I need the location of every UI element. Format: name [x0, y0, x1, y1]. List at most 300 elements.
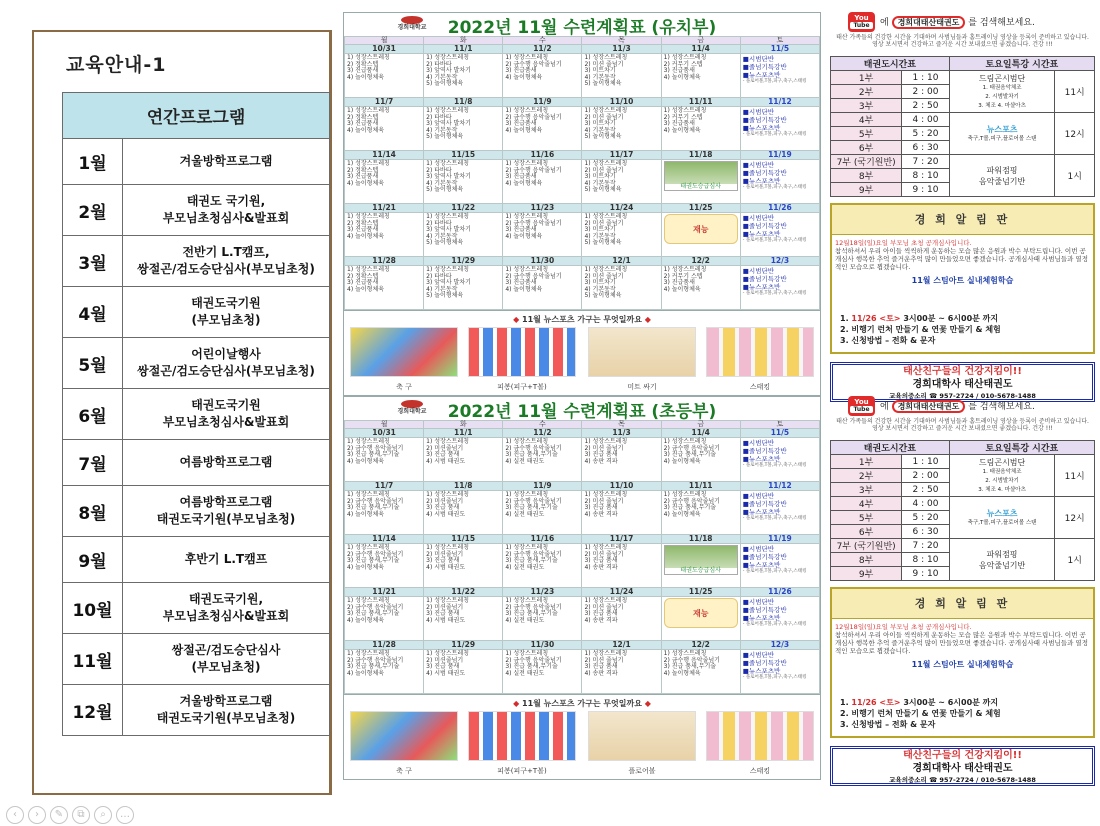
date-cell: 11/17 [582, 535, 661, 544]
period-row [831, 497, 1095, 511]
event-item: 1. 11/26 <토> 3시00분 ~ 6시00분 까지 [840, 698, 999, 707]
youtube-text: 에 경희대태산태권도 를 검색해보세요. [880, 18, 1035, 28]
schedule-table [830, 56, 1095, 197]
date-cell: 11/12 [740, 98, 819, 107]
intro-text: 태산 가족들의 건강한 시간을 기대하며 사범님들과 홈트레이닝 영상을 등록이 준비하고 있습니다. 영상 보시면서 건강하고 즐거운 시간 보내셨으면 좋겠습니다. 건강 !!! [836, 34, 1089, 48]
date-cell: 11/3 [582, 429, 661, 438]
period-cell: 6부 [831, 141, 902, 155]
saturday-cell: ■시범단반 ■줄넘기특강반 ■뉴스포츠반 - 플로어볼,T볼,피구,축구,스태킹 [740, 107, 819, 151]
schedule-cell: 1) 성장스트레칭 2) 금수행 음악줄넘기 3) 진급 품새,무기술 4) 놀이형체육 [661, 491, 740, 535]
sports-image-1 [350, 327, 458, 377]
date-cell: 11/4 [661, 429, 740, 438]
time-cell: 8 : 10 [902, 553, 950, 567]
period-cell: 3부 [831, 99, 902, 113]
program-row [63, 685, 330, 736]
date-cell: 11/24 [582, 204, 661, 213]
event-cell: 태권도국기원 부모님초청심사&발표회 [123, 389, 330, 440]
notice-title: 경 희 알 림 판 [832, 589, 1093, 619]
date-cell: 11/11 [661, 98, 740, 107]
date-cell: 11/24 [582, 588, 661, 597]
event-title: 11월 스팀아트 실내체험학습 [911, 660, 1014, 669]
period-cell: 4부 [831, 113, 902, 127]
panel-title: 교육안내-1 [66, 54, 167, 76]
schedule-cell: 1) 성장스트레칭 2) 미션줄넘기 3) 진급 품새 4) 시범 태권도 [424, 544, 503, 588]
event-list [832, 309, 1093, 352]
period-cell: 2부 [831, 85, 902, 99]
date-cell: 10/31 [345, 45, 424, 54]
period-cell: 4부 [831, 497, 902, 511]
program-row [63, 583, 330, 634]
sports-label-4: 스태킹 [749, 383, 771, 391]
kindergarten-plan-sheet [343, 12, 821, 396]
event-cell: 쌍절곤/검도승단심사 (부모님초청) [123, 634, 330, 685]
event-cell: 겨울방학프로그램 태권도국기원(부모님초청) [123, 685, 330, 736]
sports-label-1: 축 구 [396, 383, 412, 391]
schedule-cell: 1) 성장스트레칭 2) 미션 줄넘기 3) 진급 품새 4) 송판 격파 [582, 438, 661, 482]
mascot-cell [661, 213, 740, 257]
month-cell: 11월 [63, 634, 123, 685]
weekday-cell: 월 [345, 421, 424, 429]
calendar-table [344, 420, 820, 694]
contact-box: 태산친구들의 건강지킴이!! 경희대학사 태산태권도 교육의중소리 ☎ 957-2724 / 010-5678-1488 [830, 362, 1095, 402]
month-cell: 12월 [63, 685, 123, 736]
schedule-cell: 1) 성장스트레칭 2) 미션 줄넘기 3) 진급 품새 4) 송판 격파 [582, 544, 661, 588]
youtube-text: 에 경희대태산태권도 를 검색해보세요. [880, 402, 1035, 412]
date-cell: 11/14 [345, 535, 424, 544]
time-cell: 1 : 10 [902, 455, 950, 469]
time-cell: 9 : 10 [902, 183, 950, 197]
saturday-cell: ■시범단반 ■줄넘기특강반 ■뉴스포츠반 - 플로어볼,T볼,피구,축구,스태킹 [740, 213, 819, 257]
time-cell: 5 : 20 [902, 127, 950, 141]
time-cell: 2 : 50 [902, 483, 950, 497]
time-cell: 2 : 00 [902, 469, 950, 483]
schedule-cell: 1) 성장스트레칭 2) 정확스텝 3) 진급품새 4) 놀이형체육 [345, 54, 424, 98]
notice-body: 12월18일(일)요일 부모님 초청 공개심사입니다. 참석하셔서 우리 아이들 씩씩하게 운동하는 모습 많은 응원과 박수 부탁드립니다. 이번 공개심사 행복한 추억 즐거운추억 많이 만들었으면 좋겠습니다. 공개심사때 사범님들과 열정적인 모습으로 뵙겠습니다. 11월 스팀아트 실내체험학습 [835, 623, 1088, 669]
event-cell: 여름방학프로그램 [123, 440, 330, 486]
schedule-cell: 1) 성장스트레칭 2) 타바타 3) 앞역사 발차기 4) 기본동작 5) 놀이형체육 [424, 160, 503, 204]
schedule-cell: 1) 성장스트레칭 2) 금수행 음악줄넘기 3) 진급품새 4) 놀이형체육 [503, 107, 582, 151]
program-row [63, 236, 330, 287]
period-cell: 7부 (국기원반) [831, 155, 902, 169]
sports-section [344, 310, 820, 395]
sat-class-3: 파워점핑 음악줄넘기반 [949, 539, 1055, 581]
date-cell: 11/29 [424, 257, 503, 266]
date-cell: 11/2 [503, 45, 582, 54]
period-cell: 5부 [831, 127, 902, 141]
event-cell: 태권도국기원, 부모님초청심사&발표회 [123, 583, 330, 634]
sat-time-1: 11시 [1055, 455, 1095, 497]
sports-image-3 [588, 711, 696, 761]
date-cell: 11/5 [740, 429, 819, 438]
date-cell: 12/3 [740, 257, 819, 266]
notice-body: 12월18일(일)요일 부모님 초청 공개심사입니다. 참석하셔서 우리 아이들 씩씩하게 운동하는 모습 많은 응원과 박수 부탁드립니다. 이번 공개심사 행복한 추억 즐거운추억 많이 만들었으면 좋겠습니다. 공개심사때 사범님들과 열정적인 모습으로 뵙겠습니다. 11월 스팀아트 실내체험학습 [835, 239, 1088, 285]
schedule-cell: 1) 성장스트레칭 2) 미션 줄넘기 3) 진급 품새 4) 송판 격파 [582, 491, 661, 535]
sports-label-3: 플로어볼 [628, 767, 656, 775]
schedule-cell: 1) 성장스트레칭 2) 금수행 음악줄넘기 3) 진급 품새,무기술 4) 놀이형체육 [345, 650, 424, 694]
event-cell: 태권도 국기원, 부모님초청심사&발표회 [123, 185, 330, 236]
schedule-cell: 1) 성장스트레칭 2) 정확스텝 3) 진급품새 4) 놀이형체육 [345, 213, 424, 257]
time-header: 태권도시간표 [831, 57, 950, 71]
schedule-cell: 1) 성장스트레칭 2) 금수행 음악줄넘기 3) 진급 품새,무기술 4) 실전 태권도 [503, 650, 582, 694]
sports-image-3 [588, 327, 696, 377]
date-cell: 11/23 [503, 588, 582, 597]
info-column-bottom [830, 394, 1095, 786]
more-icon[interactable]: … [116, 806, 134, 824]
schedule-cell: 1) 성장스트레칭 2) 미션 줄넘기 3) 진급 품새 4) 송판 격파 [582, 597, 661, 641]
saturday-cell: ■시범단반 ■줄넘기특강반 ■뉴스포츠반 - 플로어볼,T볼,피구,축구,스태킹 [740, 266, 819, 310]
program-row [63, 338, 330, 389]
date-cell: 11/26 [740, 204, 819, 213]
schedule-cell: 1) 성장스트레칭 2) 커무기 스텝 3) 진급품새 4) 놀이형체육 [661, 266, 740, 310]
date-cell: 11/14 [345, 151, 424, 160]
date-cell: 11/4 [661, 45, 740, 54]
event-cell: 여름방학프로그램 태권도국기원(부모님초청) [123, 486, 330, 537]
notice-board [830, 587, 1095, 738]
date-row [345, 588, 820, 597]
month-cell: 1월 [63, 139, 123, 185]
period-cell: 5부 [831, 511, 902, 525]
schedule-cell: 1) 성장스트레칭 2) 정확스텝 3) 진급품새 4) 놀이형체육 [345, 266, 424, 310]
schedule-cell: 1) 성장스트레칭 2) 미션줄넘기 3) 진급 품새 4) 시범 태권도 [424, 650, 503, 694]
date-cell: 11/26 [740, 588, 819, 597]
sheet-header [344, 13, 820, 36]
promotion-photo: 태권도승급심사 [664, 545, 738, 575]
weekday-cell: 화 [424, 421, 503, 429]
mascot-cell [661, 597, 740, 641]
copy-icon[interactable]: ⧉ [72, 806, 90, 824]
program-row [63, 537, 330, 583]
saturday-cell: ■시범단반 ■줄넘기특강반 ■뉴스포츠반 - 플로어볼,T볼,피구,축구,스태킹 [740, 438, 819, 482]
time-cell: 1 : 10 [902, 71, 950, 85]
month-cell: 6월 [63, 389, 123, 440]
saturday-cell: ■시범단반 ■줄넘기특강반 ■뉴스포츠반 - 플로어볼,T볼,피구,축구,스태킹 [740, 160, 819, 204]
event-item: 2. 비행기 런처 만들기 & 연꽃 만들기 & 체험 [840, 709, 1001, 718]
date-cell: 11/17 [582, 151, 661, 160]
schedule-cell: 1) 성장스트레칭 2) 미션줄넘기 3) 진급 품새 4) 시범 태권도 [424, 597, 503, 641]
sports-section [344, 694, 820, 779]
month-cell: 9월 [63, 537, 123, 583]
schedule-cell: 1) 성장스트레칭 2) 커무기 스텝 3) 진급품새 4) 놀이형체육 [661, 107, 740, 151]
sat-class-1: 드림곤시범단 1. 태권음악체조 2. 시범발차기 3. 체조 4. 마샬아츠 [949, 455, 1055, 497]
schedule-cell: 1) 성장스트레칭 2) 타바타 3) 앞역사 발차기 4) 기본동작 5) 놀이형체육 [424, 107, 503, 151]
month-cell: 8월 [63, 486, 123, 537]
period-row [831, 539, 1095, 553]
table-header: 연간프로그램 [63, 93, 330, 139]
program-row [63, 185, 330, 236]
schedule-cell: 1) 성장스트레칭 2) 정확스텝 3) 진급품새 4) 놀이형체육 [345, 107, 424, 151]
promotion-photo: 태권도승급심사 [664, 161, 738, 191]
weekday-cell: 목 [582, 421, 661, 429]
schedule-cell: 1) 성장스트레칭 2) 미션 줄넘기 3) 미트차기 4) 기본동작 5) 놀이형체육 [582, 54, 661, 98]
schedule-cell: 1) 성장스트레칭 2) 미션 줄넘기 3) 미트차기 4) 기본동작 5) 놀이형체육 [582, 266, 661, 310]
event-cell: 후반기 L.T캠프 [123, 537, 330, 583]
sports-title: ◆ 11월 뉴스포츠 가구는 무엇일까요 ◆ [513, 315, 651, 324]
schedule-cell: 1) 성장스트레칭 2) 금수행 음악줄넘기 3) 진급 품새,무기술 4) 실전 태권도 [503, 491, 582, 535]
weekday-cell: 토 [740, 421, 819, 429]
saturday-header: 토요일특강 시간표 [949, 441, 1094, 455]
sports-image-4 [706, 327, 814, 377]
event-cell: 태권도국기원 (부모님초청) [123, 287, 330, 338]
date-cell: 11/7 [345, 98, 424, 107]
saturday-cell: ■시범단반 ■줄넘기특강반 ■뉴스포츠반 - 플로어볼,T볼,피구,축구,스태킹 [740, 491, 819, 535]
schedule-cell: 1) 성장스트레칭 2) 금수행 음악줄넘기 3) 진급 품새,무기술 4) 놀이형체육 [661, 438, 740, 482]
schedule-row [345, 54, 820, 98]
date-cell: 11/19 [740, 535, 819, 544]
sports-title: ◆ 11월 뉴스포츠 가구는 무엇일까요 ◆ [513, 699, 651, 708]
date-cell: 11/22 [424, 588, 503, 597]
date-cell: 11/12 [740, 482, 819, 491]
saturday-cell: ■시범단반 ■줄넘기특강반 ■뉴스포츠반 - 플로어볼,T볼,피구,축구,스태킹 [740, 54, 819, 98]
date-row [345, 535, 820, 544]
pen-icon[interactable]: ✎ [50, 806, 68, 824]
event-item: 3. 신청방법 – 전화 & 문자 [840, 720, 936, 729]
zoom-icon[interactable]: ⌕ [94, 806, 112, 824]
schedule-cell: 1) 성장스트레칭 2) 타바타 3) 앞역사 발차기 4) 기본동작 5) 놀이형체육 [424, 54, 503, 98]
time-cell: 6 : 30 [902, 141, 950, 155]
date-cell: 12/1 [582, 641, 661, 650]
sat-class-2: 뉴스포츠 축구,T볼,피구,플로어볼 스탠 [949, 113, 1055, 155]
contact-box: 태산친구들의 건강지킴이!! 경희대학사 태산태권도 교육의중소리 ☎ 957-2724 / 010-5678-1488 [830, 746, 1095, 786]
event-cell: 겨울방학프로그램 [123, 139, 330, 185]
schedule-cell: 1) 성장스트레칭 2) 미션 줄넘기 3) 진급 품새 4) 송판 격파 [582, 650, 661, 694]
schedule-row [345, 107, 820, 151]
month-cell: 2월 [63, 185, 123, 236]
weekday-cell: 수 [503, 37, 582, 45]
schedule-cell: 1) 성장스트레칭 2) 금수행 음악줄넘기 3) 진급품새 4) 놀이형체육 [503, 54, 582, 98]
event-cell: 어린이날행사 쌍절곤/검도승단심사(부모님초청) [123, 338, 330, 389]
schedule-cell: 1) 성장스트레칭 2) 금수행 음악줄넘기 3) 진급품새 4) 놀이형체육 [503, 160, 582, 204]
schedule-cell: 1) 성장스트레칭 2) 커무기 스텝 3) 진급품새 4) 놀이형체육 [661, 54, 740, 98]
sat-class-2: 뉴스포츠 축구,T볼,피구,플로어볼 스탠 [949, 497, 1055, 539]
photo-cell [661, 544, 740, 588]
date-row [345, 641, 820, 650]
prev-icon[interactable]: ‹ [6, 806, 24, 824]
search-term: 경희대태산태권도 [892, 16, 966, 29]
notice-title: 경 희 알 림 판 [832, 205, 1093, 235]
period-cell: 2부 [831, 469, 902, 483]
saturday-header: 토요일특강 시간표 [949, 57, 1094, 71]
schedule-cell: 1) 성장스트레칭 2) 금수행 음악줄넘기 3) 진급 품새,무기술 4) 실전 태권도 [503, 544, 582, 588]
event-cell: 전반기 L.T캠프, 쌍절곤/검도승단심사(부모님초청) [123, 236, 330, 287]
date-row [345, 151, 820, 160]
youtube-banner [830, 10, 1095, 34]
schedule-row [345, 213, 820, 257]
time-cell: 8 : 10 [902, 169, 950, 183]
time-cell: 2 : 00 [902, 85, 950, 99]
date-cell: 11/21 [345, 588, 424, 597]
event-item: 2. 비행기 런처 만들기 & 연꽃 만들기 & 체험 [840, 325, 1001, 334]
date-cell: 11/2 [503, 429, 582, 438]
date-cell: 11/25 [661, 204, 740, 213]
next-icon[interactable]: › [28, 806, 46, 824]
sheet-title: 2022년 11월 수련계획표 (초등부) [447, 402, 717, 422]
schedule-row [345, 266, 820, 310]
period-row [831, 71, 1095, 85]
event-title: 11월 스팀아트 실내체험학습 [911, 276, 1014, 285]
sports-label-2: 피봉(피구+T볼) [497, 767, 547, 775]
time-cell: 6 : 30 [902, 525, 950, 539]
date-row [345, 98, 820, 107]
period-cell: 8부 [831, 553, 902, 567]
event-item: 1. 11/26 <토> 3시00분 ~ 6시00분 까지 [840, 314, 999, 323]
sat-time-3: 1시 [1055, 155, 1095, 197]
weekday-cell: 금 [661, 37, 740, 45]
month-cell: 3월 [63, 236, 123, 287]
date-cell: 11/28 [345, 257, 424, 266]
month-cell: 10월 [63, 583, 123, 634]
date-cell: 11/16 [503, 151, 582, 160]
weekday-cell: 수 [503, 421, 582, 429]
month-cell: 4월 [63, 287, 123, 338]
viewer-toolbar [6, 802, 138, 822]
saturday-cell: ■시범단반 ■줄넘기특강반 ■뉴스포츠반 - 플로어볼,T볼,피구,축구,스태킹 [740, 650, 819, 694]
schedule-row [345, 491, 820, 535]
calendar-table [344, 36, 820, 310]
date-cell: 11/25 [661, 588, 740, 597]
date-cell: 11/21 [345, 204, 424, 213]
schedule-cell: 1) 성장스트레칭 2) 금수행 음악줄넘기 3) 진급 품새,무기술 4) 놀이형체육 [345, 491, 424, 535]
date-row [345, 482, 820, 491]
date-cell: 11/15 [424, 151, 503, 160]
schedule-cell: 1) 성장스트레칭 2) 금수행 음악줄넘기 3) 진급 품새,무기술 4) 실전 태권도 [503, 438, 582, 482]
period-cell: 8부 [831, 169, 902, 183]
sports-label-4: 스태킹 [749, 767, 771, 775]
date-cell: 11/10 [582, 482, 661, 491]
sat-class-3: 파워점핑 음악줄넘기반 [949, 155, 1055, 197]
date-cell: 11/29 [424, 641, 503, 650]
date-cell: 11/16 [503, 535, 582, 544]
date-row [345, 204, 820, 213]
weekday-cell: 월 [345, 37, 424, 45]
date-cell: 11/1 [424, 429, 503, 438]
school-logo: 경희대학교 [397, 16, 427, 32]
date-cell: 11/28 [345, 641, 424, 650]
schedule-cell: 1) 성장스트레칭 2) 금수행 음악줄넘기 3) 진급품새 4) 놀이형체육 [503, 213, 582, 257]
date-cell: 11/19 [740, 151, 819, 160]
annual-program-panel [32, 30, 332, 795]
weekday-cell: 목 [582, 37, 661, 45]
date-cell: 11/30 [503, 257, 582, 266]
schedule-row [345, 650, 820, 694]
sheet-header [344, 397, 820, 420]
schedule-cell: 1) 성장스트레칭 2) 금수행 음악줄넘기 3) 진급 품새,무기술 4) 놀이형체육 [345, 544, 424, 588]
schedule-cell: 1) 성장스트레칭 2) 타바타 3) 앞역사 발차기 4) 기본동작 5) 놀이형체육 [424, 213, 503, 257]
date-cell: 11/11 [661, 482, 740, 491]
date-cell: 11/22 [424, 204, 503, 213]
school-logo: 경희대학교 [397, 400, 427, 416]
period-cell: 9부 [831, 183, 902, 197]
date-cell: 11/9 [503, 482, 582, 491]
period-cell: 9부 [831, 567, 902, 581]
date-row [345, 257, 820, 266]
period-cell: 1부 [831, 71, 902, 85]
schedule-cell: 1) 성장스트레칭 2) 미션 줄넘기 3) 미트차기 4) 기본동작 5) 놀이형체육 [582, 107, 661, 151]
sports-image-2 [468, 711, 576, 761]
date-cell: 11/10 [582, 98, 661, 107]
schedule-cell: 1) 성장스트레칭 2) 타바타 3) 앞역사 발차기 4) 기본동작 5) 놀이형체육 [424, 266, 503, 310]
schedule-cell: 1) 성장스트레칭 2) 미션 줄넘기 3) 미트차기 4) 기본동작 5) 놀이형체육 [582, 160, 661, 204]
schedule-cell: 1) 성장스트레칭 2) 미션줄넘기 3) 진급 품새 4) 시범 태권도 [424, 491, 503, 535]
saturday-cell: ■시범단반 ■줄넘기특강반 ■뉴스포츠반 - 플로어볼,T볼,피구,축구,스태킹 [740, 544, 819, 588]
time-cell: 9 : 10 [902, 567, 950, 581]
program-row [63, 139, 330, 185]
youtube-icon: You Tube [848, 396, 875, 416]
time-header: 태권도시간표 [831, 441, 950, 455]
date-cell: 11/3 [582, 45, 661, 54]
sports-label-1: 축 구 [396, 767, 412, 775]
program-row [63, 389, 330, 440]
period-row [831, 113, 1095, 127]
mascot-image: 재능 [664, 598, 738, 628]
info-column-top [830, 10, 1095, 402]
schedule-cell: 1) 성장스트레칭 2) 정확스텝 3) 진급품새 4) 놀이형체육 [345, 160, 424, 204]
schedule-cell: 1) 성장스트레칭 2) 미션 줄넘기 3) 미트차기 4) 기본동작 5) 놀이형체육 [582, 213, 661, 257]
program-row [63, 287, 330, 338]
time-cell: 4 : 00 [902, 113, 950, 127]
schedule-cell: 1) 성장스트레칭 2) 금수행 음악줄넘기 3) 진급 품새,무기술 4) 놀이형체육 [345, 438, 424, 482]
weekday-cell: 토 [740, 37, 819, 45]
month-cell: 7월 [63, 440, 123, 486]
date-cell: 11/1 [424, 45, 503, 54]
sat-class-1: 드림곤시범단 1. 태권음악체조 2. 시범발차기 3. 체조 4. 마샬아츠 [949, 71, 1055, 113]
date-cell: 12/3 [740, 641, 819, 650]
elementary-plan-sheet [343, 396, 821, 780]
date-row [345, 45, 820, 54]
time-cell: 7 : 20 [902, 155, 950, 169]
photo-cell [661, 160, 740, 204]
schedule-cell: 1) 성장스트레칭 2) 금수행 음악줄넘기 3) 진급품새 4) 놀이형체육 [503, 266, 582, 310]
notice-board [830, 203, 1095, 354]
date-cell: 11/18 [661, 535, 740, 544]
date-cell: 11/8 [424, 482, 503, 491]
month-cell: 5월 [63, 338, 123, 389]
date-cell: 12/1 [582, 257, 661, 266]
weekday-cell: 화 [424, 37, 503, 45]
schedule-row [345, 438, 820, 482]
annual-program-table [62, 92, 330, 736]
search-term: 경희대태산태권도 [892, 400, 966, 413]
date-cell: 11/23 [503, 204, 582, 213]
sports-image-1 [350, 711, 458, 761]
period-cell: 1부 [831, 455, 902, 469]
event-item: 3. 신청방법 – 전화 & 문자 [840, 336, 936, 345]
weekday-cell: 금 [661, 421, 740, 429]
date-cell: 11/7 [345, 482, 424, 491]
sat-time-2: 12시 [1055, 113, 1095, 155]
sports-image-4 [706, 711, 814, 761]
time-cell: 7 : 20 [902, 539, 950, 553]
period-cell: 7부 (국기원반) [831, 539, 902, 553]
date-cell: 11/5 [740, 45, 819, 54]
mascot-image: 재능 [664, 214, 738, 244]
schedule-row [345, 544, 820, 588]
time-cell: 2 : 50 [902, 99, 950, 113]
schedule-cell: 1) 성장스트레칭 2) 금수행 음악줄넘기 3) 진급 품새,무기술 4) 실전 태권도 [503, 597, 582, 641]
date-cell: 11/8 [424, 98, 503, 107]
period-cell: 6부 [831, 525, 902, 539]
sheet-title: 2022년 11월 수련계획표 (유치부) [447, 18, 717, 38]
schedule-cell: 1) 성장스트레칭 2) 미션줄넘기 3) 진급 품새 4) 시범 태권도 [424, 438, 503, 482]
schedule-table [830, 440, 1095, 581]
sports-label-2: 피봉(피구+T볼) [497, 383, 547, 391]
sat-time-1: 11시 [1055, 71, 1095, 113]
sat-time-2: 12시 [1055, 497, 1095, 539]
date-cell: 10/31 [345, 429, 424, 438]
date-cell: 11/30 [503, 641, 582, 650]
schedule-row [345, 160, 820, 204]
intro-text: 태산 가족들의 건강한 시간을 기대하며 사범님들과 홈트레이닝 영상을 등록이 준비하고 있습니다. 영상 보시면서 건강하고 즐거운 시간 보내셨으면 좋겠습니다. 건강 !!! [836, 418, 1089, 432]
sports-image-2 [468, 327, 576, 377]
